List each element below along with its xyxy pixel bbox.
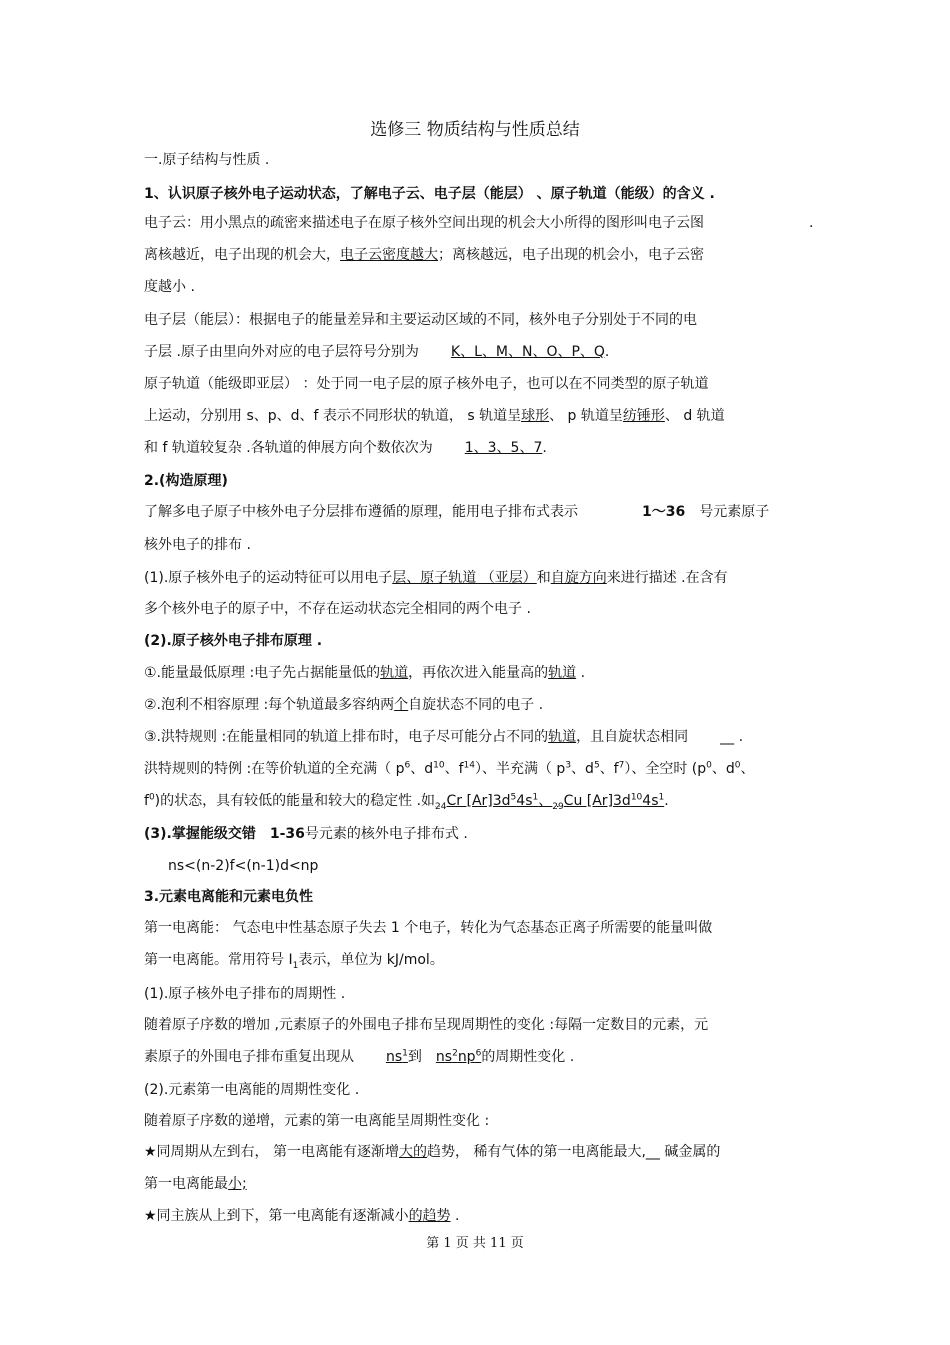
text: 4s: [516, 793, 533, 809]
text: .: [809, 215, 814, 231]
superscript: 1: [658, 792, 665, 803]
text: 的周期性变化 .: [481, 1049, 575, 1065]
text: (1).原子核外电子的运动特征可以用电子: [144, 570, 393, 586]
text: .: [664, 793, 669, 809]
text: ★同周期从左到右， 第一电离能有逐渐增: [144, 1144, 399, 1160]
item2-heading: 2.(构造原理): [144, 473, 228, 489]
text: 、 p 轨道呈: [549, 408, 623, 424]
superscript: 5: [510, 792, 517, 803]
star-line-1: [144, 1142, 824, 1162]
item2-intro-2: 核外电子的排布 .: [144, 537, 251, 553]
blank: __: [645, 1144, 660, 1160]
text: 、d: [711, 761, 735, 777]
text: ②.泡利不相容原理 :每个轨道最多容纳两: [144, 697, 395, 713]
text: f: [144, 793, 149, 809]
text: 趋势， 稀有气体的第一电离能最大,: [427, 1144, 646, 1160]
text: 号元素的核外电子排布式 .: [304, 826, 468, 842]
superscript: 5: [593, 760, 600, 771]
underlined-answer: 层、原子轨道 （亚层）: [392, 570, 537, 586]
p2-ionization-line-1: 随着原子序数的递增，元素的第一电离能呈周期性变化 :: [144, 1113, 490, 1129]
superscript: 7: [618, 760, 625, 771]
text: ★同主族从上到下，第一电离能有逐渐减小: [144, 1208, 409, 1224]
cr-cu-configurations: [435, 792, 665, 812]
text: 、 d 轨道: [664, 408, 725, 424]
text: 1～36: [642, 504, 686, 520]
text: 子层 .原子由里向外对应的电子层符号分别为: [144, 344, 419, 360]
underlined-answer: 个: [394, 697, 409, 713]
star-line-1-cont: [144, 1174, 824, 1194]
underlined-answer: 电子云密度越大: [340, 247, 438, 263]
text: 4s: [642, 793, 659, 809]
superscript: 0: [734, 760, 741, 771]
p2-heading: (2).原子核外电子排布原理 .: [144, 633, 323, 649]
superscript: 10: [433, 760, 445, 771]
text: .: [604, 344, 610, 360]
p1-line-1: [144, 568, 824, 588]
cloud-line-2: [144, 245, 824, 265]
text: 上运动，分别用 s、p、d、f 表示不同形状的轨道， s 轨道呈: [144, 408, 522, 424]
text: 表示，单位为 kJ/mol。: [298, 952, 444, 968]
section-heading: 一.原子结构与性质 .: [144, 152, 270, 168]
page-title: 选修三 物质结构与性质总结: [370, 120, 580, 140]
text: 素原子的外围电子排布重复出现从: [144, 1049, 354, 1065]
cloud-line-3: 度越小 .: [144, 279, 195, 295]
star-line-2: [144, 1206, 824, 1226]
shell-line-1: 电子层（能层）：根据电子的能量差异和主要运动区域的不同，核外电子分别处于不同的电: [144, 312, 697, 328]
text: ns: [435, 1049, 453, 1065]
superscript: 6: [475, 1048, 482, 1059]
orbital-line-2: [144, 406, 824, 426]
text: 号元素原子: [699, 504, 770, 520]
text: 、: [740, 761, 755, 777]
p1-periodicity-line-1: 随着原子序数的增加 ,元素原子的外围电子排布呈现周期性的变化 :每隔一定数目的元素，元: [144, 1017, 709, 1033]
underlined-answer: K、L、M、N、O、P、Q: [450, 344, 605, 360]
p1-line-2: 多个核外电子的原子中，不存在运动状态完全相同的两个电子 .: [144, 601, 531, 617]
text: 和 f 轨道较复杂 .各轨道的伸展方向个数依次为: [144, 440, 433, 456]
text: )的状态，具有较低的能量和较大的稳定性 .如: [154, 793, 436, 809]
text: 、f: [444, 761, 464, 777]
subscript: 29: [552, 801, 564, 812]
item2-intro-1: [144, 502, 824, 522]
text: ）、半充满（ p: [474, 761, 566, 777]
text: 离核越近，电子出现的机会大，: [144, 247, 340, 263]
page-footer: 第 1 页 共 11 页: [426, 1236, 524, 1251]
text: 到: [407, 1049, 422, 1065]
underlined-answer: 趋势: [422, 1208, 451, 1224]
text: .: [576, 665, 586, 681]
item3-heading: 3.元素电离能和元素电负性: [144, 889, 314, 905]
p2-ionization-heading: (2).元素第一电离能的周期性变化 .: [144, 1082, 360, 1098]
superscript: 0: [148, 792, 155, 803]
text: Cr [Ar]3d: [446, 793, 511, 809]
rule-2: [144, 695, 824, 715]
p3-heading: [144, 824, 824, 844]
text: 和: [536, 570, 551, 586]
text: 来进行描述 .在含有: [606, 570, 728, 586]
text: 第一电离能最: [144, 1176, 228, 1192]
text: 洪特规则的特例 :在等价轨道的全充满（ p: [144, 761, 405, 777]
superscript: 3: [565, 760, 572, 771]
hund-special-line-1: [144, 759, 824, 779]
underlined-answer: 轨道: [548, 729, 577, 745]
text: 、f: [599, 761, 619, 777]
shell-line-2: [144, 342, 824, 362]
superscript: 2: [452, 1048, 458, 1059]
text: 自旋状态不同的电子 .: [408, 697, 544, 713]
text: 、d: [571, 761, 594, 777]
text: 、: [538, 793, 553, 809]
text: 、d: [410, 761, 434, 777]
hund-special-line-2: [144, 791, 824, 811]
text: ③.洪特规则 :在能量相同的轨道上排布时，电子尽可能分占不同的: [144, 729, 549, 745]
ie-line-2: [144, 950, 824, 970]
cloud-line-1: [144, 213, 824, 233]
text: np: [457, 1049, 476, 1065]
underlined-answer: 纺锤形: [622, 408, 665, 424]
underlined-answer: 自旋方向: [550, 570, 607, 586]
p1-periodicity-line-2: [144, 1047, 824, 1067]
superscript: 6: [404, 760, 411, 771]
text: .: [450, 1208, 460, 1224]
underlined-answer: 轨道: [548, 665, 577, 681]
underlined-answer: [386, 1049, 408, 1065]
text: 碱金属的: [659, 1144, 721, 1160]
underlined-answer: 轨道: [380, 665, 409, 681]
superscript: 1: [532, 792, 539, 803]
ie-line-1: 第一电离能： 气态电中性基态原子失去 1 个电子，转化为气态基态正离子所需要的能量叫做: [144, 920, 713, 936]
subscript: 1: [292, 960, 299, 971]
item1-heading: [144, 184, 824, 204]
underlined-answer: [436, 1049, 481, 1065]
text: 1-36: [269, 826, 305, 842]
orbital-line-3: [144, 438, 824, 458]
underlined-answer: 球形: [521, 408, 550, 424]
rule-3: [144, 727, 824, 747]
text: ）、全空时 (p: [624, 761, 707, 777]
blank: __: [720, 729, 735, 745]
subscript: 24: [435, 801, 447, 812]
superscript: 14: [463, 760, 475, 771]
p1-periodicity-heading: (1).原子核外电子排布的周期性 .: [144, 986, 346, 1002]
text: Cu [Ar]3d: [563, 793, 631, 809]
rule-1: [144, 663, 824, 683]
text: .: [542, 440, 547, 456]
text: 电子云：用小黑点的疏密来描述电子在原子核外空间出现的机会大小所得的图形叫电子云图: [144, 215, 704, 231]
energy-order: ns<(n-2)f<(n-1)d<np: [168, 858, 319, 874]
superscript: 0: [706, 760, 712, 771]
text: ，且自旋状态相同: [576, 729, 689, 745]
text: ；离核越远，电子出现的机会小，电子云密: [438, 247, 704, 263]
underlined-answer: 的: [408, 1208, 423, 1224]
underlined-answer: 1、3、5、7: [464, 440, 543, 456]
text: .: [734, 729, 744, 745]
text: 了解多电子原子中核外电子分层排布遵循的原理，能用电子排布式表示: [144, 504, 578, 520]
underlined-answer: 小;: [228, 1176, 247, 1192]
superscript: 10: [630, 792, 643, 803]
text: ns: [386, 1049, 403, 1065]
text: (3).掌握能级交错: [144, 826, 256, 842]
text: 第一电离能。常用符号 I: [144, 952, 293, 968]
orbital-line-1: 原子轨道（能级即亚层） ：处于同一电子层的原子核外电子，也可以在不同类型的原子轨道: [144, 376, 709, 392]
text: ①.能量最低原理 :电子先占据能量低的: [144, 665, 381, 681]
superscript: 1: [402, 1048, 408, 1059]
item1-number: 1、认识原子核外电子运动状态，了解电子云、电子层（能层） 、原子轨道（能级）的含义 .: [144, 186, 715, 202]
underlined-answer: 大的: [399, 1144, 427, 1160]
text: ，再依次进入能量高的: [408, 665, 549, 681]
